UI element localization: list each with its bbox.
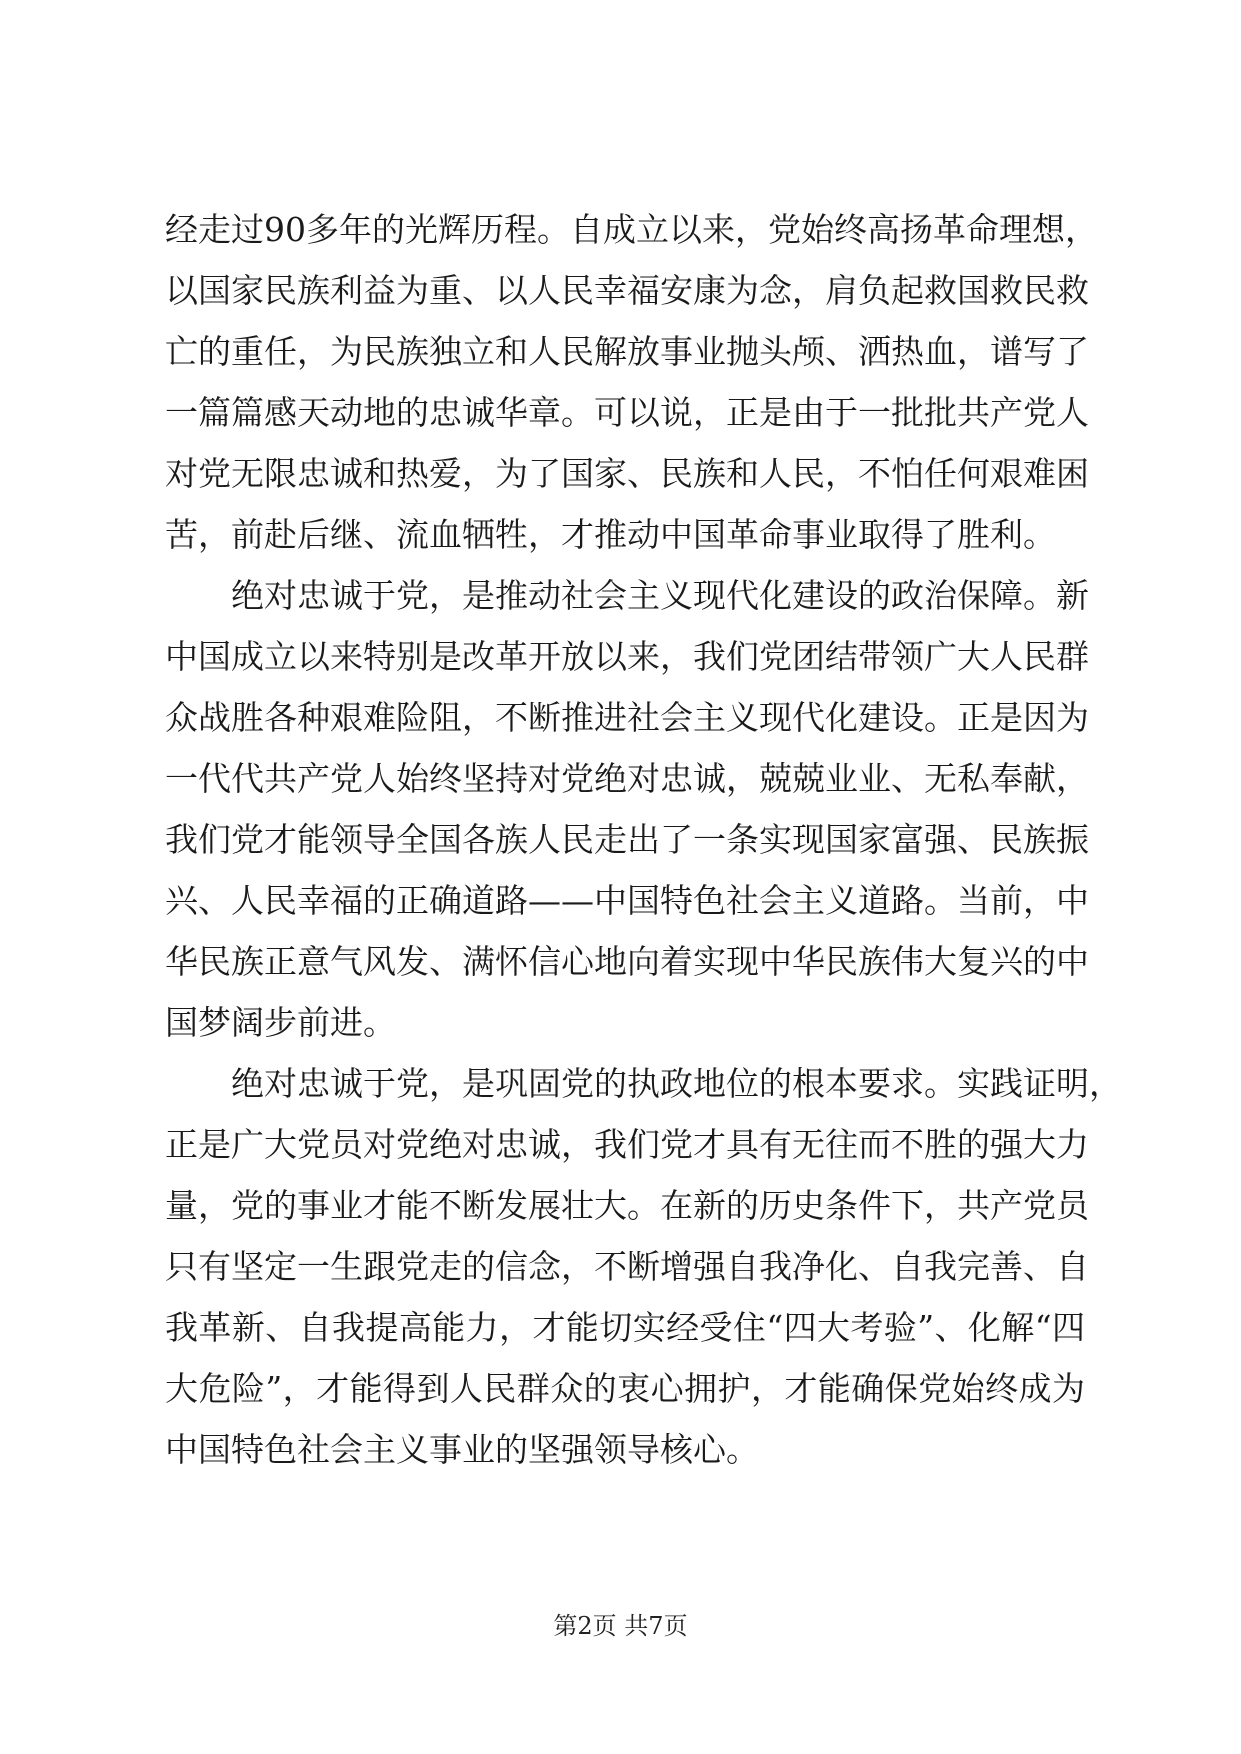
text-line: 一代代共产党人始终坚持对党绝对忠诚，兢兢业业、无私奉献， bbox=[165, 759, 1089, 798]
text-line: 正是广大党员对党绝对忠诚，我们党才具有无往而不胜的强大力 bbox=[165, 1125, 1089, 1164]
text-line: 对党无限忠诚和热爱，为了国家、民族和人民，不怕任何艰难困 bbox=[165, 454, 1089, 493]
paragraph-first-line: 绝对忠诚于党，是推动社会主义现代化建设的政治保障。新 bbox=[231, 576, 1089, 615]
text-line: 经走过90多年的光辉历程。自成立以来，党始终高扬革命理想， bbox=[165, 210, 1098, 249]
text-line: 以国家民族利益为重、以人民幸福安康为念，肩负起救国救民救 bbox=[165, 271, 1089, 310]
text-line: 华民族正意气风发、满怀信心地向着实现中华民族伟大复兴的中 bbox=[165, 942, 1089, 981]
text-line: 苦，前赴后继、流血牺牲，才推动中国革命事业取得了胜利。 bbox=[165, 515, 1056, 554]
text-line: 众战胜各种艰难险阻，不断推进社会主义现代化建设。正是因为 bbox=[165, 698, 1089, 737]
text-line: 国梦阔步前进。 bbox=[165, 1003, 396, 1042]
text-line: 兴、人民幸福的正确道路——中国特色社会主义道路。当前，中 bbox=[165, 881, 1089, 920]
paragraph-first-line: 绝对忠诚于党，是巩固党的执政地位的根本要求。实践证明， bbox=[231, 1064, 1122, 1103]
text-line: 只有坚定一生跟党走的信念，不断增强自我净化、自我完善、自 bbox=[165, 1247, 1089, 1286]
text-line: 中国特色社会主义事业的坚强领导核心。 bbox=[165, 1430, 759, 1469]
text-line: 中国成立以来特别是改革开放以来，我们党团结带领广大人民群 bbox=[165, 637, 1089, 676]
text-line: 亡的重任，为民族独立和人民解放事业抛头颅、洒热血，谱写了 bbox=[165, 332, 1089, 371]
text-line: 一篇篇感天动地的忠诚华章。可以说，正是由于一批批共产党人 bbox=[165, 393, 1089, 432]
text-line: 量，党的事业才能不断发展壮大。在新的历史条件下，共产党员 bbox=[165, 1186, 1089, 1225]
text-line: 我革新、自我提高能力，才能切实经受住“四大考验”、化解“四 bbox=[165, 1308, 1085, 1347]
text-line: 大危险”，才能得到人民群众的衷心拥护，才能确保党始终成为 bbox=[165, 1369, 1085, 1408]
page-number-footer: 第2页 共7页 bbox=[553, 1612, 688, 1640]
text-line: 我们党才能领导全国各族人民走出了一条实现国家富强、民族振 bbox=[165, 820, 1089, 859]
